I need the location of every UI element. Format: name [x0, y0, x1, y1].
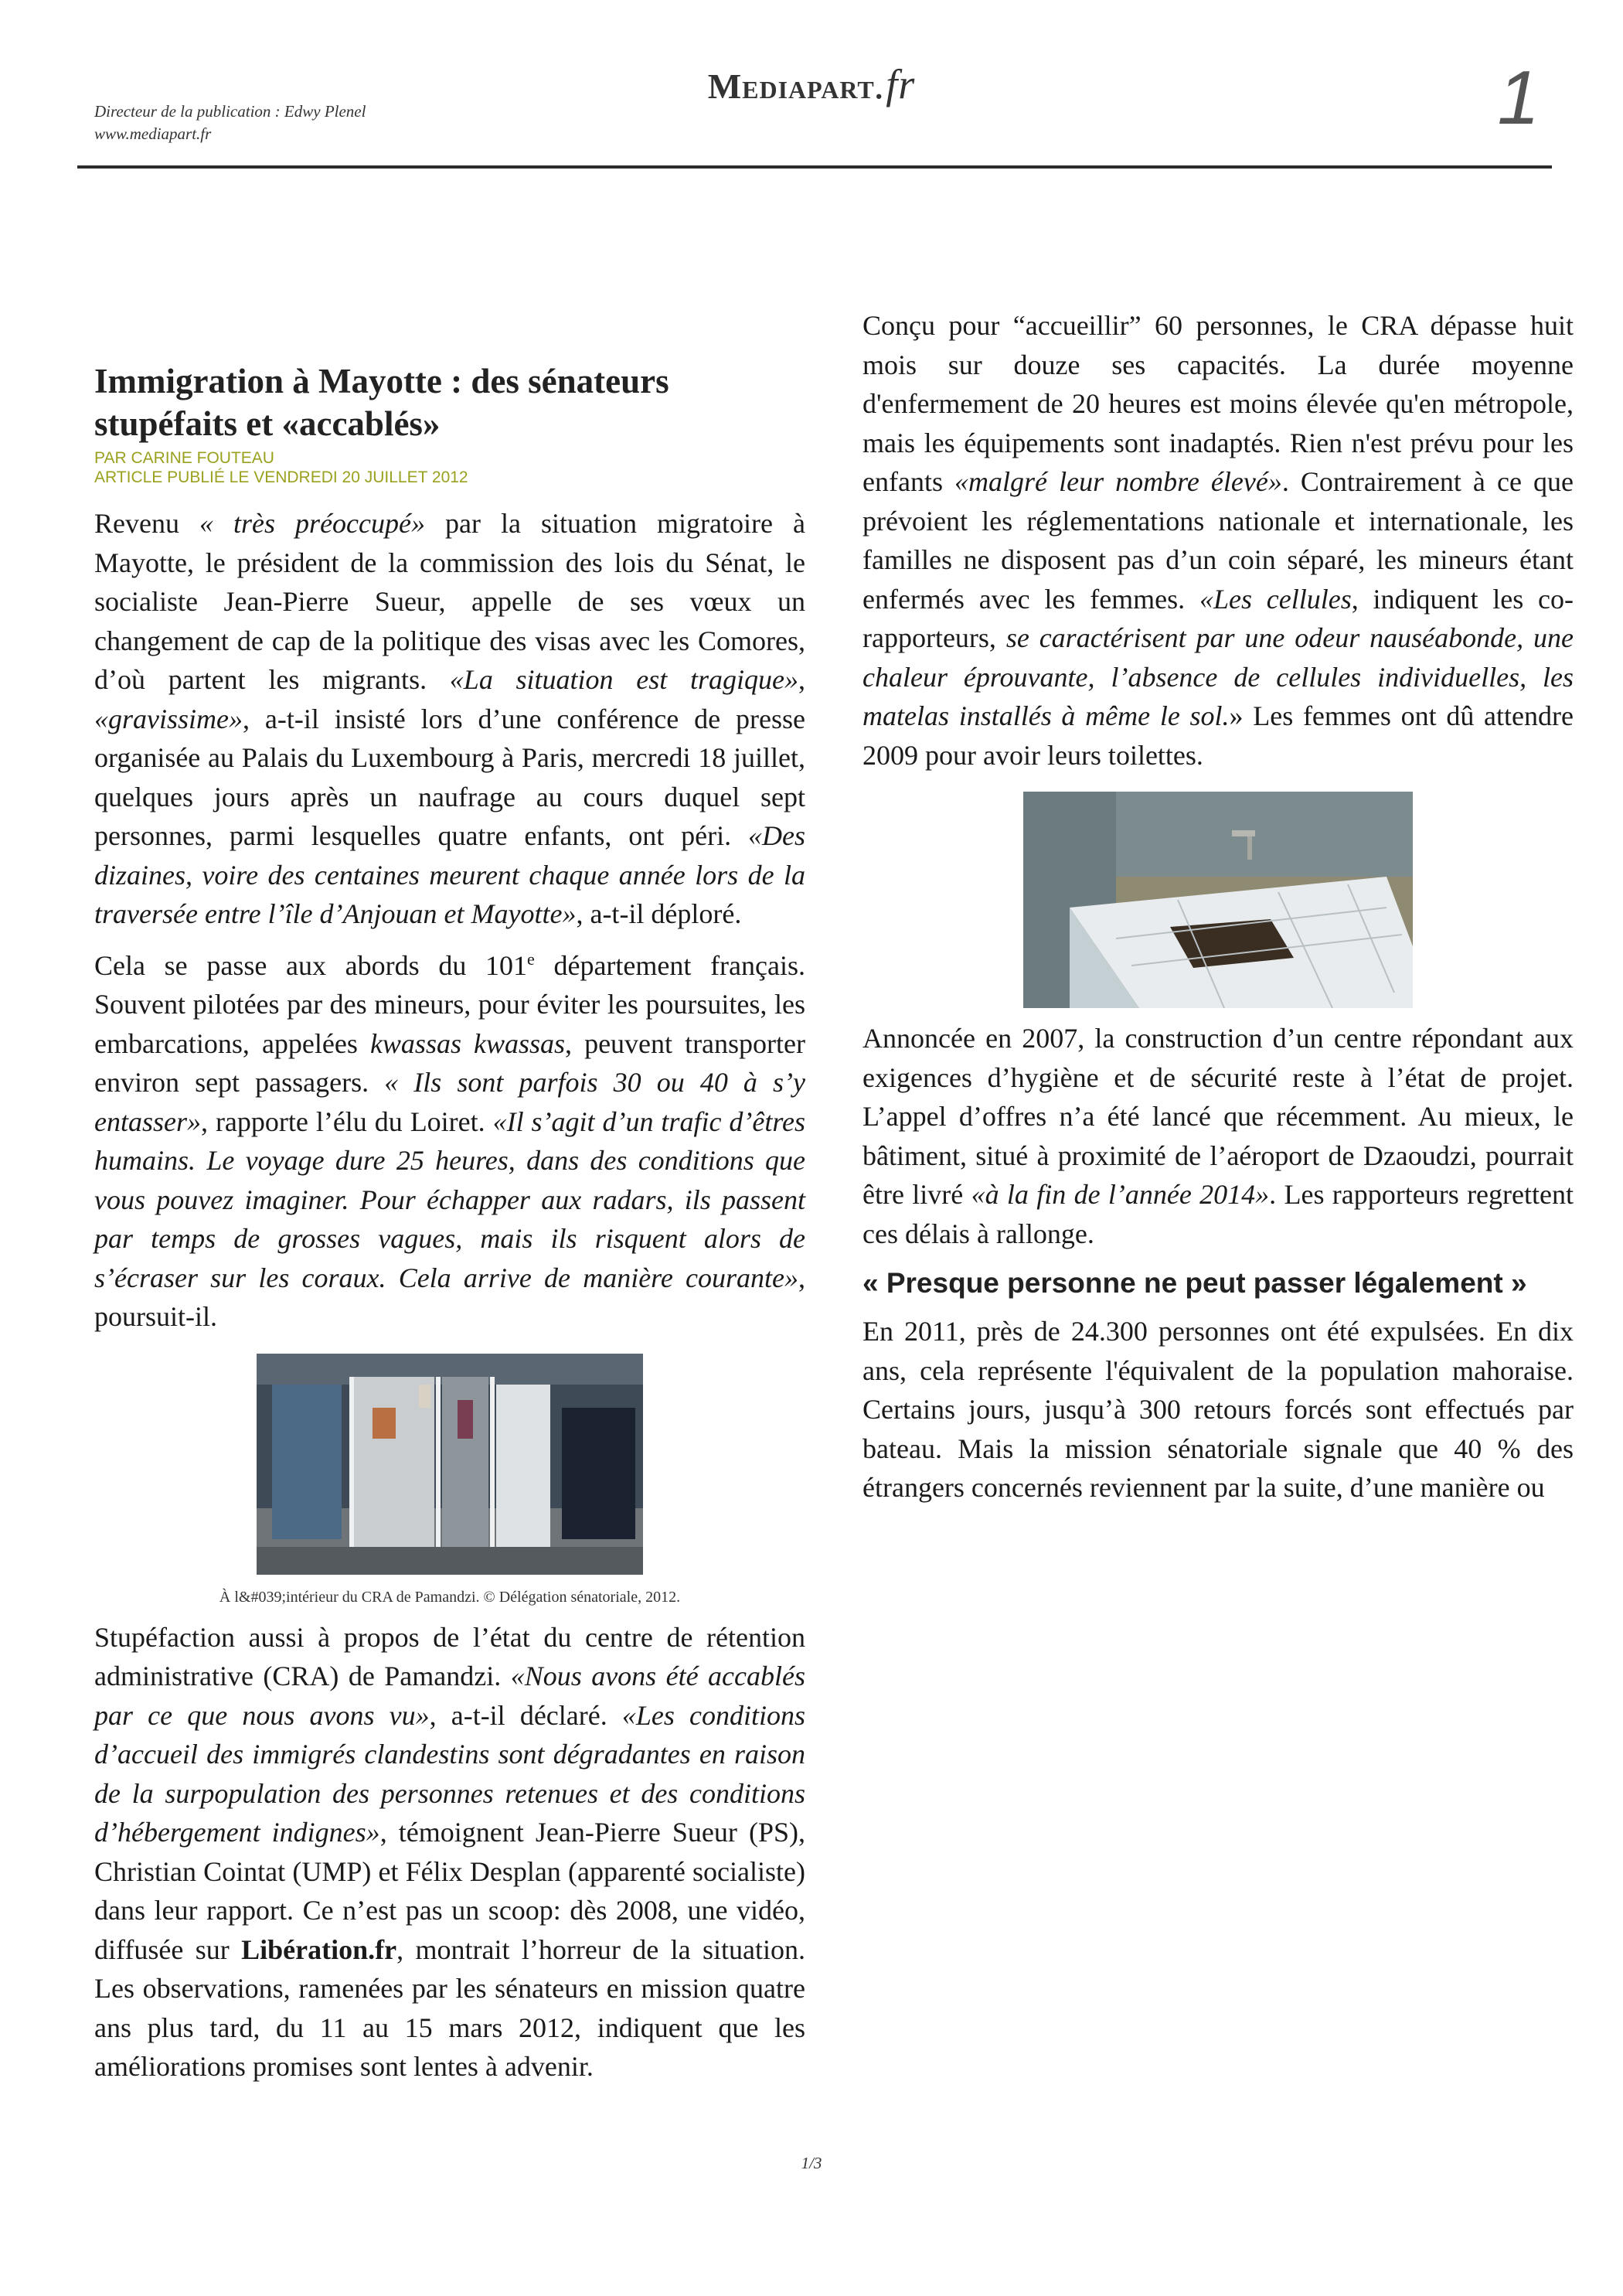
- paragraph-4: [863, 306, 1574, 775]
- quote-span: «malgré leur nombre élevé»: [954, 466, 1282, 497]
- text-span: département français. Souvent pilotées par des mineurs, pour éviter les poursuites, les embarcations, appelées: [94, 949, 805, 1059]
- paragraph-2: [94, 946, 805, 1337]
- figure-toilets: [863, 792, 1574, 1008]
- text-span: , montrait l’horreur de la situation. Les observations, ramenées par les sénateurs en mission quatre ans plus tard, du 11 au 15 mars 2012, indiquent que les améliorations promises sont lentes à advenir.: [94, 1933, 805, 2082]
- quote-span: se caractérisent par une odeur nauséabonde, une chaleur éprouvante, l’absence de cellules individuelles, les matelas installés à même le sol.: [863, 622, 1574, 731]
- logo-tld: .fr: [874, 61, 916, 107]
- right-column: [863, 306, 1574, 1520]
- text-span: . Contrairement à ce que prévoient les réglementations nationale et internationale, les familles ne disposent pas d’un coin séparé, les mineurs étant enfermés avec les femmes.: [863, 466, 1574, 615]
- website-url: www.mediapart.fr: [94, 124, 212, 143]
- quote-span: «à la fin de l’année 2014»: [971, 1179, 1270, 1210]
- text-span: , a-t-il insisté lors d’une conférence de presse organisée au Palais du Luxembourg à Paris, mercredi 18 juillet, quelques jours après un naufrage au cours duquel sept personnes, parmi lesquelles quatre enfants, ont péri.: [94, 703, 805, 851]
- logo-brand: Mediapart: [707, 66, 875, 106]
- article-author: PAR CARINE FOUTEAU: [94, 449, 274, 467]
- text-span: , a-t-il déploré.: [576, 898, 742, 929]
- paragraph-1: [94, 504, 805, 934]
- text-span: par la situation migratoire à Mayotte, le président de la commission des lois du Sénat, le socialiste Jean-Pierre Sueur, appelle de ses vœux un changement de cap de la politique des visas avec les Comores, d’où partent les migrants.: [94, 508, 805, 695]
- quote-span: «Nous avons été accablés par ce que nous avons vu»: [94, 1661, 806, 1731]
- byline-spacer: [94, 487, 805, 504]
- article-date: ARTICLE PUBLIÉ LE VENDREDI 20 JUILLET 2012: [94, 468, 468, 486]
- section-subheading: « Presque personne ne peut passer légalement »: [863, 1267, 1527, 1299]
- quote-span: «Des dizaines, voire des centaines meurent chaque année lors de la traversée entre l’île d’Anjouan et Mayotte»: [94, 820, 805, 929]
- text-span: Conçu pour “accueillir” 60 personnes, le CRA dépasse huit mois sur douze ses capacités. La durée moyenne d'enfermement de 20 heures est moins élevée qu'en métropole, mais les équipements sont inadaptés. Rien n'est prévu pour les enfants: [863, 310, 1574, 497]
- quote-span: «Il s’agit d’un trafic d’êtres humains. Le voyage dure 25 heures, dans des conditions que vous pouvez imaginer. Pour échapper aux radars, ils passent par temps de grosses vagues, mais ils risquent alors de s’écraser sur les coraux. Cela arrive de manière courante»: [94, 1105, 805, 1293]
- text-span: , poursuit-il.: [94, 1262, 805, 1332]
- quote-span: «Les cellules: [1199, 583, 1352, 615]
- quote-span: «gravissime»: [94, 703, 243, 734]
- text-span: Annoncée en 2007, la construction d’un centre répondant aux exigences d’hygiène et de sécurité reste à l’état de projet. L’appel d’offres n’a été lancé que récemment. Au mieux, le bâtiment, situé à proximité de l’aéroport de Dzaoudzi, pourrait être livré: [863, 1023, 1574, 1210]
- cra-toilets-photo: [1023, 792, 1413, 1008]
- text-span: Stupéfaction aussi à propos de l’état du centre de rétention administrative (CRA) de Pamandzi.: [94, 1621, 805, 1691]
- quote-span: « très préoccupé»: [199, 508, 425, 539]
- text-span: , indiquent les co-rapporteurs,: [863, 583, 1574, 653]
- text-span: , peuvent transporter environ sept passagers.: [94, 1027, 806, 1098]
- page-pagination: 1/3: [801, 2154, 822, 2172]
- quote-span: kwassas kwassas: [369, 1027, 566, 1059]
- text-span: , rapporte l’élu du Loiret.: [201, 1105, 493, 1137]
- quote-span: «La situation est tragique»: [449, 664, 798, 695]
- quote-span: « Ils sont parfois 30 ou 40 à s’y entasser»: [94, 1067, 805, 1137]
- text-span: , témoignent Jean-Pierre Sueur (PS), Christian Cointat (UMP) et Félix Desplan (apparenté socialiste) dans leur rapport. Ce n’est pas un scoop: dès 2008, une vidéo, diffusée sur: [94, 1817, 805, 1965]
- page-number: 1: [1497, 55, 1540, 140]
- paragraph-3: [94, 1618, 805, 2086]
- text-span: Cela se passe aux abords du 101: [94, 949, 528, 981]
- paragraph-6: En 2011, près de 24.300 personnes ont été expulsées. En dix ans, cela représente l'équivalent de la population mahoraise. Certains jours, jusqu’à 300 retours forcés sont effectués par bateau. Mais la mission sénatoriale signale que 40 % des étrangers concernés reviennent par la suite, d’une manière ou: [863, 1316, 1574, 1503]
- figure-cra-interior: [94, 1354, 805, 1607]
- header-divider: [77, 165, 1552, 169]
- article-title: Immigration à Mayotte : des sénateurs stupéfaits et «accablés»: [94, 362, 669, 443]
- mediapart-logo: [0, 60, 1623, 108]
- text-span: ,: [798, 664, 805, 695]
- superscript: e: [527, 949, 535, 969]
- image-caption: À l&#039;intérieur du CRA de Pamandzi. © Délégation sénatoriale, 2012.: [219, 1588, 681, 1606]
- text-span: . Les rapporteurs regrettent ces délais à rallonge.: [863, 1179, 1574, 1249]
- link-text: Libération.fr: [241, 1933, 397, 1965]
- text-span: » Les femmes ont dû attendre 2009 pour avoir leurs toilettes.: [863, 700, 1574, 771]
- cra-interior-photo: [257, 1354, 643, 1575]
- publication-director: Directeur de la publication : Edwy Plenel: [94, 102, 366, 121]
- quote-span: «Les conditions d’accueil des immigrés clandestins sont dégradantes en raison de la surpopulation des personnes retenues et des conditions d’hébergement indignes»: [94, 1699, 805, 1848]
- text-span: , a-t-il déclaré.: [429, 1699, 622, 1731]
- left-column: [94, 360, 805, 2099]
- paragraph-5: [863, 1019, 1574, 1253]
- text-span: Revenu: [94, 508, 199, 539]
